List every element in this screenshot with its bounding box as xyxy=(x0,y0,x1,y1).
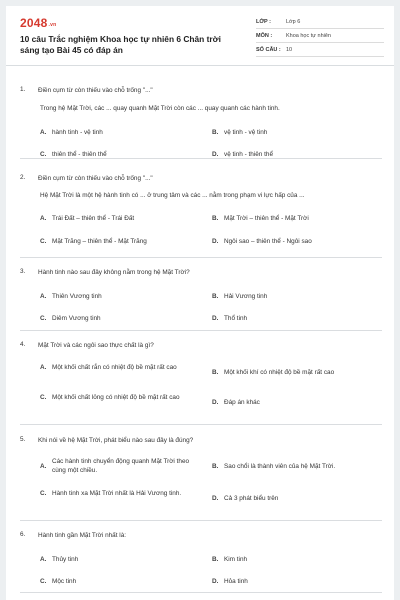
question-header xyxy=(20,436,378,445)
option-letter: A. xyxy=(40,462,47,470)
option-c[interactable] xyxy=(40,489,200,498)
option-c[interactable] xyxy=(40,393,200,402)
option-d[interactable] xyxy=(212,237,312,246)
question-statement: Trong hệ Mặt Trời, các ... quay quanh Mặt Trời còn các ... quay quanh các hành tinh. xyxy=(40,105,280,112)
option-b[interactable] xyxy=(212,214,309,223)
option-b[interactable] xyxy=(212,292,267,301)
option-a[interactable] xyxy=(40,363,200,372)
option-text: Hải Vương tinh xyxy=(224,293,268,300)
meta-value: Lớp 6 xyxy=(286,18,301,25)
option-letter: B. xyxy=(212,369,219,376)
meta-label: LỚP : xyxy=(256,18,271,25)
option-letter: A. xyxy=(40,293,47,300)
option-text: Cả 3 phát biểu trên xyxy=(224,495,279,502)
question-divider xyxy=(20,424,382,425)
option-text: Diêm Vương tinh xyxy=(52,315,101,322)
option-letter: C. xyxy=(40,238,47,245)
question-divider xyxy=(20,330,382,331)
meta-row-grade xyxy=(256,15,384,29)
option-letter: C. xyxy=(40,578,47,585)
option-text: vệ tinh - thiên thể xyxy=(224,151,274,158)
option-d[interactable] xyxy=(212,494,278,503)
question-number: 4. xyxy=(20,341,26,348)
option-letter: B. xyxy=(212,293,219,300)
question-number: 5. xyxy=(20,436,26,443)
option-text: Một khối chất lỏng có nhiệt độ bề mặt rất cao xyxy=(52,394,180,401)
meta-value: Khoa học tự nhiên xyxy=(286,32,331,39)
option-a[interactable] xyxy=(40,214,134,223)
option-letter: C. xyxy=(40,315,47,322)
option-text: Mộc tinh xyxy=(52,578,77,585)
option-letter: A. xyxy=(40,556,47,563)
question-statement: Hệ Mặt Trời là một hệ hành tinh có ... ở trung tâm và các ... nằm trong phạm vi lực hấp của ... xyxy=(40,192,305,199)
option-text: Mặt Trăng – thiên thể - Mặt Trăng xyxy=(52,238,147,245)
question-text: Khi nói về hệ Mặt Trời, phát biểu nào sau đây là đúng? xyxy=(38,437,194,444)
option-text: Hành tinh xa Mặt Trời nhất là Hải Vương tinh. xyxy=(52,490,182,497)
option-text: hành tinh - vệ tinh xyxy=(52,129,103,136)
option-text: Thiên Vương tinh xyxy=(52,293,102,300)
option-letter: D. xyxy=(212,151,219,158)
option-text: Sao chổi là thành viên của hệ Mặt Trời. xyxy=(224,463,336,470)
document-meta xyxy=(256,15,384,57)
question-divider xyxy=(20,592,382,593)
question-number: 6. xyxy=(20,531,26,538)
option-text: thiên thể - thiên thể xyxy=(52,151,107,158)
option-letter: B. xyxy=(212,463,219,470)
question-number: 2. xyxy=(20,174,26,181)
option-d[interactable] xyxy=(212,398,260,407)
option-text: Hỏa tinh xyxy=(224,578,248,585)
logo-suffix: .vn xyxy=(48,22,57,28)
option-text: vệ tinh - vệ tinh xyxy=(224,129,268,136)
option-d[interactable] xyxy=(212,314,247,323)
option-text: Các hành tinh chuyển động quanh Mặt Trời theo cùng một chiều. xyxy=(52,458,190,474)
question-header xyxy=(20,174,378,183)
option-text: Một khối chất rắn có nhiệt độ bề mặt rất cao xyxy=(52,364,177,371)
document-title: 10 câu Trắc nghiệm Khoa học tự nhiên 6 Chân trời sáng tạo Bài 45 có đáp án xyxy=(20,34,221,55)
option-c[interactable] xyxy=(40,577,76,586)
option-letter: D. xyxy=(212,399,219,406)
option-c[interactable] xyxy=(40,314,101,323)
option-letter: C. xyxy=(40,151,47,158)
option-letter: D. xyxy=(212,238,219,245)
option-text: Thủy tinh xyxy=(52,556,79,563)
question-header xyxy=(20,86,378,95)
option-text: Kim tinh xyxy=(224,556,248,563)
meta-label: SỐ CÂU : xyxy=(256,46,281,53)
option-letter: D. xyxy=(212,315,219,322)
question-divider xyxy=(20,158,382,159)
option-letter: A. xyxy=(40,364,47,371)
option-a[interactable] xyxy=(40,457,200,475)
document-page xyxy=(6,6,394,600)
option-letter: B. xyxy=(212,556,219,563)
option-letter: A. xyxy=(40,129,47,136)
option-letter: C. xyxy=(40,394,47,401)
option-text: Đáp án khác xyxy=(224,399,260,406)
question-text: Hành tinh nào sau đây không nằm trong hệ Mặt Trời? xyxy=(38,269,190,276)
question-text: Điền cụm từ còn thiếu vào chỗ trống "..." xyxy=(38,87,153,94)
option-text: Thổ tinh xyxy=(224,315,248,322)
question-text: Mặt Trời và các ngôi sao thực chất là gì? xyxy=(38,342,154,349)
option-letter: A. xyxy=(40,215,47,222)
option-letter: B. xyxy=(212,129,219,136)
option-a[interactable] xyxy=(40,555,78,564)
question-text: Điền cụm từ còn thiếu vào chỗ trống "..." xyxy=(38,175,153,182)
meta-value: 10 xyxy=(286,46,293,53)
question-divider xyxy=(20,257,382,258)
document-header xyxy=(6,6,394,66)
question-number: 1. xyxy=(20,86,26,93)
question-header xyxy=(20,531,378,540)
meta-row-subject xyxy=(256,29,384,43)
option-c[interactable] xyxy=(40,237,147,246)
option-a[interactable] xyxy=(40,128,103,137)
option-b[interactable] xyxy=(212,368,334,377)
question-header xyxy=(20,341,378,350)
option-b[interactable] xyxy=(212,128,267,137)
question-divider xyxy=(20,520,382,521)
option-b[interactable] xyxy=(212,555,247,564)
meta-row-count xyxy=(256,43,384,57)
meta-label: MÔN : xyxy=(256,32,273,39)
option-text: Ngôi sao – thiên thể - Ngôi sao xyxy=(224,238,312,245)
option-text: Trái Đất – thiên thể - Trái Đất xyxy=(52,215,135,222)
option-text: Mặt Trời – thiên thể - Mặt Trời xyxy=(224,215,309,222)
option-text: Một khối khí có nhiệt độ bề mặt rất cao xyxy=(224,369,335,376)
site-logo[interactable] xyxy=(20,16,56,30)
option-letter: D. xyxy=(212,495,219,502)
question-header xyxy=(20,268,378,277)
option-d[interactable] xyxy=(212,577,248,586)
option-letter: C. xyxy=(40,490,47,497)
question-number: 3. xyxy=(20,268,26,275)
logo-text: 2048 xyxy=(20,16,48,30)
option-letter: B. xyxy=(212,215,219,222)
option-b[interactable] xyxy=(212,462,335,471)
question-text: Hành tinh gần Mặt Trời nhất là: xyxy=(38,532,127,539)
option-letter: D. xyxy=(212,578,219,585)
option-a[interactable] xyxy=(40,292,102,301)
